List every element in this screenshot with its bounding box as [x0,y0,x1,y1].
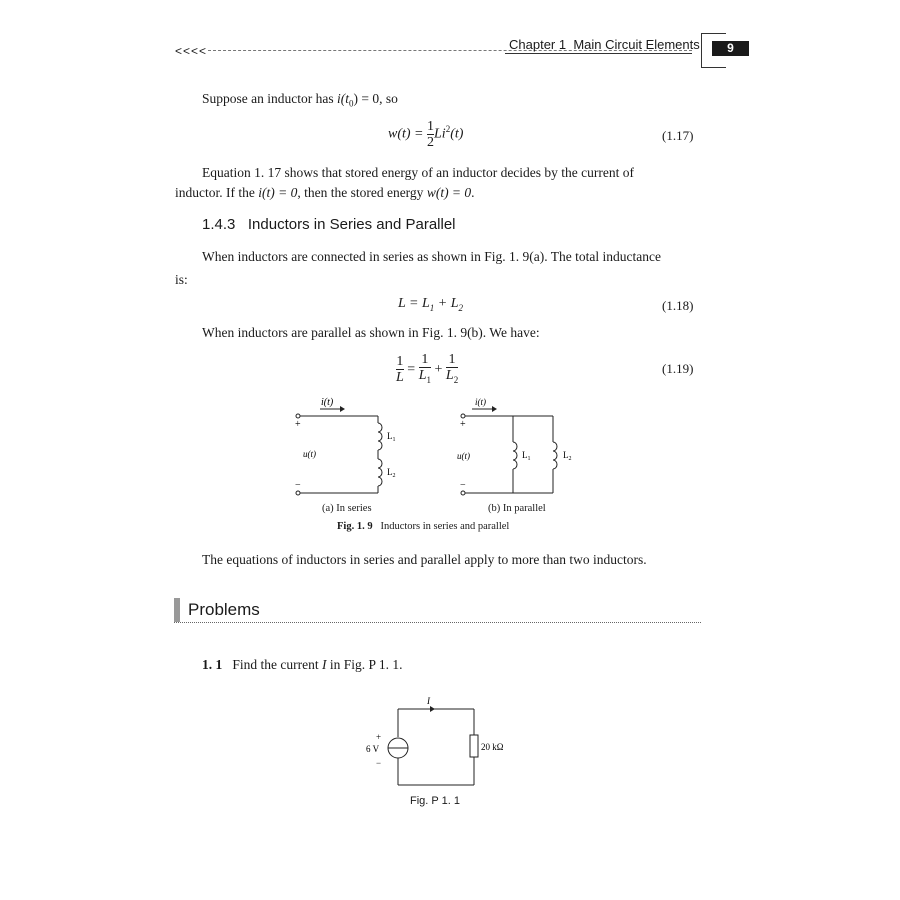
equation-1-18 [398,296,463,313]
eq117-sup: 2 [445,124,451,135]
voltage-label-b: u(t) [457,451,470,461]
coil-L1-b [513,442,517,469]
suppose-condition: i(t [336,91,349,106]
terminal-top-b [461,414,465,418]
eq117-lhs: w(t) = [388,126,427,142]
figure-1-9b-parallel [455,395,580,507]
eq119-num-2: 1 [421,352,429,367]
eq117-rhs: Li [434,126,446,142]
section-heading [202,216,456,233]
current-arrowhead-a [340,406,345,412]
eq119-den-3-L: L [445,368,454,383]
eq118-plus: + L [434,296,459,311]
fig-1-9b-subcaption: (b) In parallel [488,503,546,514]
header-underline [505,53,692,54]
eq118-number: (1.18) [662,298,694,313]
coil-L1-a [378,423,382,450]
current-label-b: i(t) [475,397,486,407]
problem-1-1 [202,656,403,674]
resistor-value-label: 20 kΩ [481,742,504,752]
explain-part-a: inductor. If the [175,185,259,200]
L1-label-b: $L_1$ [522,450,531,462]
explain-part-d: w(t) = 0 [426,185,472,200]
parallel-line: When inductors are parallel as shown in Fig. 1. 9(b). We have: [202,325,540,340]
current-label-a: i(t) [321,397,334,408]
eq119-frac-3 [446,352,458,388]
plus-label-b: + [460,419,466,430]
minus-label-a: − [295,480,301,491]
fig-1-9a-subcaption: (a) In series [322,503,372,514]
eq119-plus: + [434,362,443,378]
series-line-2: is: [175,272,188,287]
equation-1-17 [388,119,463,150]
closing-paragraph: The equations of inductors in series and parallel apply to more than two inductors. [202,552,647,567]
eq119-num-3: 1 [448,352,456,367]
fig-1-9-caption [337,521,509,532]
voltage-label-a: u(t) [303,449,316,459]
problem-1-1-text: Find the current [232,657,322,672]
explain-part-c: , then the stored energy [297,185,427,200]
eq119-den-2 [419,368,431,388]
eq119-den-3 [446,368,458,388]
suppose-text: Suppose an inductor has [202,91,337,106]
L1-label-a: $L_1$ [387,431,396,443]
minus-label-b: − [460,480,466,491]
section-number: 1.4.3 [202,216,236,233]
eq119-den-2-L: L [418,368,427,383]
eq117-numerator: 1 [427,119,434,134]
eq118-sub2: 2 [458,302,464,313]
eq119-den-3-sub: 2 [453,374,459,385]
coil-L2-b [553,442,557,469]
L2-label-a: $L_2$ [387,467,396,479]
plus-label-a: + [295,419,301,430]
current-label-p1: I [427,696,430,706]
problem-1-1-tail: in Fig. P 1. 1. [326,657,403,672]
eq119-number: (1.19) [662,361,694,376]
eq119-num-1: 1 [396,354,404,370]
explain-line-1: Equation 1. 17 shows that stored energy of an inductor decides by the current of [202,165,635,180]
terminal-bottom-a [296,491,300,495]
suppose-paragraph [202,90,398,113]
explain-line-2 [175,184,475,202]
series-line-1: When inductors are connected in series as shown in Fig. 1. 9(a). The total inductance [202,249,661,264]
figure-p1-1 [360,695,520,795]
fig-1-9-caption-label: Fig. 1. 9 [337,521,373,532]
source-value-label: 6 V [366,744,380,754]
explain-part-b: i(t) = 0 [258,185,298,200]
eq119-den-2-sub: 1 [426,374,431,385]
figure-1-9a-series [290,395,410,507]
header-chapter-number: Chapter 1 [509,37,567,52]
problems-marker [174,598,180,622]
page-number: 9 [712,41,749,56]
eq119-equals: = [407,362,416,378]
terminal-top-a [296,414,300,418]
problem-1-1-var: I [321,657,327,672]
explain-part-e: . [471,185,475,200]
eq117-fraction [427,119,434,150]
eq117-arg: (t) [450,126,464,142]
current-arrowhead-b [492,406,497,412]
source-plus-label: + [376,732,382,742]
fig-1-9-caption-text: Inductors in series and parallel [380,521,510,532]
suppose-sub: 0 [348,98,354,109]
eq119-frac-2 [419,352,431,388]
current-arrowhead-p1 [430,706,435,712]
eq118-lhs: L = L [398,296,430,311]
eq118-sub1: 1 [429,302,435,313]
resistor-symbol [470,735,478,757]
header-arrows: <<<< [175,44,208,58]
suppose-tail: ) = 0, so [353,91,398,106]
section-title: Inductors in Series and Parallel [247,216,456,233]
header-chapter [509,37,700,52]
problems-dotted-rule [174,622,701,623]
equation-1-19 [396,352,458,388]
L2-label-b: $L_2$ [563,450,572,462]
eq119-den-1: L [396,370,404,386]
fig-p1-1-caption: Fig. P 1. 1 [410,795,460,807]
problem-1-1-number: 1. 1 [202,657,223,672]
coil-L2-a [378,459,382,486]
problems-title: Problems [188,600,260,619]
eq117-number: (1.17) [662,128,694,143]
terminal-bottom-b [461,491,465,495]
source-minus-label: − [376,758,382,768]
header-chapter-title: Main Circuit Elements [573,37,700,52]
eq117-denominator: 2 [427,135,434,150]
eq119-frac-1 [396,354,404,385]
